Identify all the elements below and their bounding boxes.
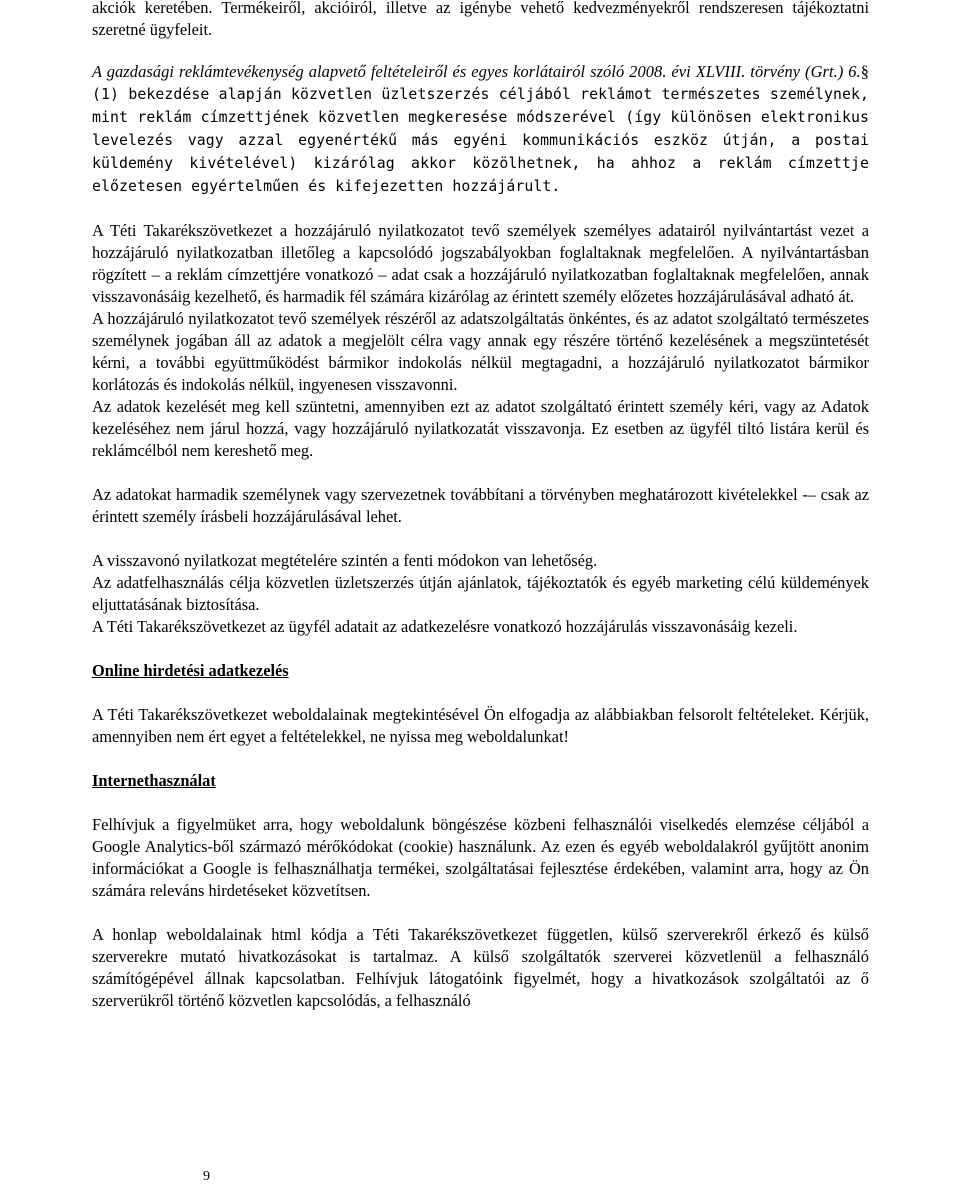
law-quote-text: (1) bekezdése alapján közvetlen üzletszerzés céljából reklámot természetes személynek, mint reklám címzettjének közvetlen megkeresése módszerével (így különösen elektronikus levelezés vagy azzal egyenértékű más egyéni kommunikációs eszköz útján, a postai küldemény kivételével) kizárólag akkor közölhetnek, ha ahhoz a reklám címzettje előzetesen egyértelműen és kifejezetten hozzájárult. — [92, 86, 869, 195]
section-sign: § — [860, 62, 869, 81]
page-number: 9 — [203, 1169, 210, 1184]
paragraph-grt-law — [92, 61, 869, 198]
law-reference-text: A gazdasági reklámtevékenység alapvető feltételeiről és egyes korlátairól szóló 2008. évi XLVIII. törvény (Grt.) 6. — [92, 62, 861, 81]
heading-online-advertising: Online hirdetési adatkezelés — [92, 661, 289, 680]
paragraph-retention: A Téti Takarékszövetkezet az ügyfél adatait az adatkezelésre vonatkozó hozzájárulás visszavonásáig kezeli. — [92, 617, 798, 636]
paragraph-external-links: A honlap weboldalainak html kódja a Téti Takarékszövetkezet független, külső szerverekről érkező és külső szerverekre mutató hivatkozásokat is tartalmaz. A külső szolgáltatók szerverei közvetlenül a felhasználó számítógépével állnak kapcsolatban. Felhívjuk látogatóink figyelmét, hogy a hivatkozások szolgáltatói az ő szerverükről történő közvetlen kapcsolódás, a felhasználó — [92, 925, 869, 1010]
paragraph-voluntary: A hozzájáruló nyilatkozatot tevő személyek részéről az adatszolgáltatás önkéntes, és az adatot szolgáltató természetes személynek jogában áll az adatok a megjelölt célra vagy annak egy részére történő kezelésének a megszüntetését kérni, a további együttműködést bármikor indokolás nélkül megtagadni, a hozzájáruló nyilatkozatot bármikor korlátozás és indokolás nélkül, ingyenesen visszavonni. — [92, 309, 869, 394]
paragraph-revocation: A visszavonó nyilatkozat megtételére szintén a fenti módokon van lehetőség. — [92, 551, 598, 570]
paragraph-purpose: Az adatfelhasználás célja közvetlen üzletszerzés útján ajánlatok, tájékoztatók és egyéb marketing célú küldemények eljuttatásának biztosítása. — [92, 573, 869, 614]
paragraph-termination: Az adatok kezelését meg kell szüntetni, amennyiben ezt az adatot szolgáltató érintett személy kéri, vagy az Adatok kezeléséhez nem járul hozzá, vagy hozzájáruló nyilatkozatát visszavonja. Ez esetben az ügyfél tiltó listára kerül és reklámcélból nem kereshető meg. — [92, 397, 869, 460]
paragraph-third-party: Az adatokat harmadik személynek vagy szervezetnek továbbítani a törvényben meghatározott kivételekkel -– csak az érintett személy írásbeli hozzájárulásával lehet. — [92, 485, 869, 526]
paragraph-register: A Téti Takarékszövetkezet a hozzájáruló nyilatkozatot tevő személyek személyes adatairól nyilvántartást vezet a hozzájáruló nyilatkozatban illetőleg a kapcsolódó jogszabályokban foglaltaknak megfelelően. A nyilvántartásban rögzített – a reklám címzettjére vonatkozó – adat csak a hozzájáruló nyilatkozatban foglaltaknak megfelelően, annak visszavonásáig kezelhető, és harmadik fél számára kizárólag az érintett személy előzetes hozzájárulásával adható át. — [92, 221, 869, 306]
paragraph-intro: akciók keretében. Termékeiről, akcióiról, illetve az igénybe vehető kedvezményekről rendszeresen tájékoztatni szeretné ügyfeleit. — [92, 0, 869, 39]
paragraph-analytics: Felhívjuk a figyelmüket arra, hogy weboldalunk böngészése közbeni felhasználói viselkedés elemzése céljából a Google Analytics-ből származó mérőkódokat (cookie) használunk. Az ezen és egyéb weboldalakról gyűjtött anonim információkat a Google is felhasználhatja termékei, szolgáltatásai fejlesztése érdekében, valamint arra, hogy az Ön számára releváns hirdetéseket közvetítsen. — [92, 815, 869, 900]
heading-internet-use: Internethasználat — [92, 771, 216, 790]
paragraph-website-terms: A Téti Takarékszövetkezet weboldalainak megtekintésével Ön elfogadja az alábbiakban felsorolt feltételeket. Kérjük, amennyiben nem ért egyet a feltételekkel, ne nyissa meg weboldalunkat! — [92, 705, 869, 746]
document-body — [92, 0, 869, 1012]
